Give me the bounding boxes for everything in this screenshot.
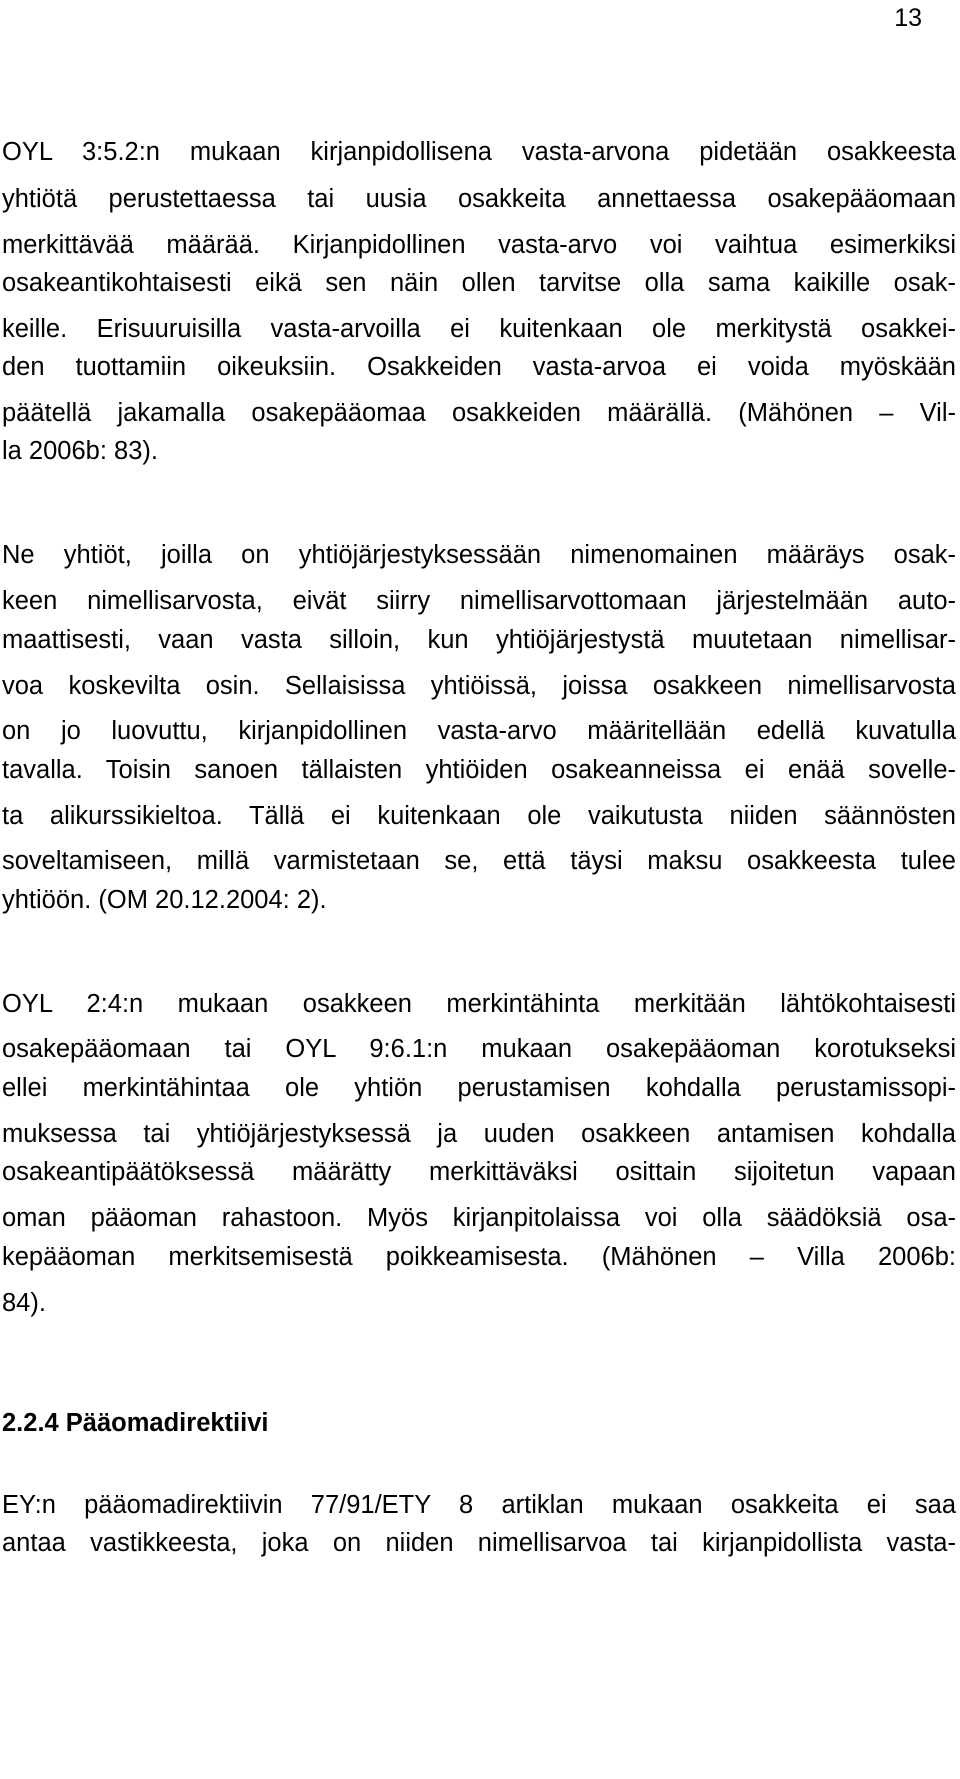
paragraph-line: ta alikurssikieltoa. Tällä ei kuitenkaan ole vaikutusta niiden säännösten — [2, 802, 956, 830]
paragraph-line: osakeantikohtaisesti eikä sen näin ollen tarvitse olla sama kaikille osak- — [2, 269, 956, 297]
paragraph-line: OYL 3:5.2:n mukaan kirjanpidollisena vasta-arvona pidetään osakkeesta — [2, 138, 956, 166]
page-number: 13 — [894, 4, 922, 32]
paragraph-line: merkittävää määrää. Kirjanpidollinen vasta-arvo voi vaihtua esimerkiksi — [2, 231, 956, 259]
paragraph-line: keen nimellisarvosta, eivät siirry nimellisarvottomaan järjestelmään auto- — [2, 587, 956, 615]
paragraph-line: keille. Erisuuruisilla vasta-arvoilla ei kuitenkaan ole merkitystä osakkei- — [2, 315, 956, 343]
paragraph-line: osakepääomaan tai OYL 9:6.1:n mukaan osakepääoman korotukseksi — [2, 1035, 956, 1063]
paragraph-line: soveltamiseen, millä varmistetaan se, että täysi maksu osakkeesta tulee — [2, 847, 956, 875]
paragraph-line: päätellä jakamalla osakepääomaa osakkeiden määrällä. (Mähönen – Vil- — [2, 399, 956, 427]
paragraph-line: on jo luovuttu, kirjanpidollinen vasta-arvo määritellään edellä kuvatulla — [2, 717, 956, 745]
paragraph-line: muksessa tai yhtiöjärjestyksessä ja uuden osakkeen antamisen kohdalla — [2, 1120, 956, 1148]
paragraph-line: kepääoman merkitsemisestä poikkeamisesta. (Mähönen – Villa 2006b: — [2, 1243, 956, 1271]
paragraph-line: EY:n pääomadirektiivin 77/91/ETY 8 artiklan mukaan osakkeita ei saa — [2, 1491, 956, 1519]
paragraph-line: OYL 2:4:n mukaan osakkeen merkintähinta merkitään lähtökohtaisesti — [2, 990, 956, 1018]
paragraph-line: ellei merkintähintaa ole yhtiön perustamisen kohdalla perustamissopi- — [2, 1074, 956, 1102]
paragraph-line: yhtiöön. (OM 20.12.2004: 2). — [2, 886, 327, 914]
paragraph-line: osakeantipäätöksessä määrätty merkittäväksi osittain sijoitetun vapaan — [2, 1158, 956, 1186]
paragraph-line: tavalla. Toisin sanoen tällaisten yhtiöiden osakeanneissa ei enää sovelle- — [2, 756, 956, 784]
paragraph-line: voa koskevilta osin. Sellaisissa yhtiöissä, joissa osakkeen nimellisarvosta — [2, 672, 956, 700]
paragraph-line: den tuottamiin oikeuksiin. Osakkeiden vasta-arvoa ei voida myöskään — [2, 353, 956, 381]
paragraph-line: Ne yhtiöt, joilla on yhtiöjärjestyksessään nimenomainen määräys osak- — [2, 541, 956, 569]
paragraph-line: la 2006b: 83). — [2, 437, 158, 465]
paragraph-line: 84). — [2, 1289, 46, 1317]
section-heading: 2.2.4 Pääomadirektiivi — [2, 1409, 269, 1437]
paragraph-line: antaa vastikkeesta, joka on niiden nimellisarvoa tai kirjanpidollista vasta- — [2, 1529, 956, 1557]
paragraph-line: maattisesti, vaan vasta silloin, kun yhtiöjärjestystä muutetaan nimellisar- — [2, 626, 956, 654]
paragraph-line: oman pääoman rahastoon. Myös kirjanpitolaissa voi olla säädöksiä osa- — [2, 1204, 956, 1232]
paragraph-line: yhtiötä perustettaessa tai uusia osakkeita annettaessa osakepääomaan — [2, 185, 956, 213]
